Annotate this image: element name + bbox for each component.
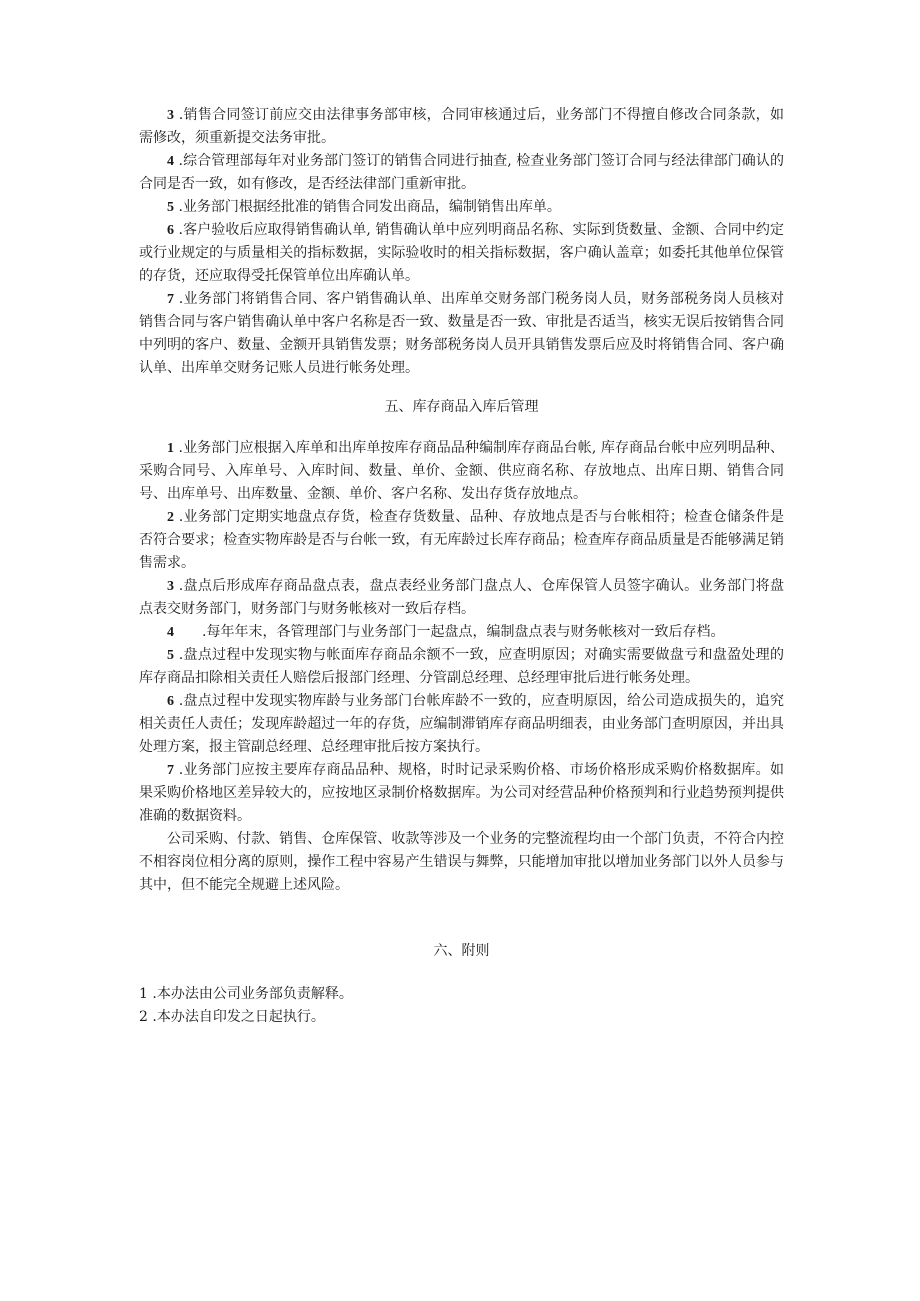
clause-number: 2 <box>167 510 174 525</box>
clause-5-6 <box>139 690 784 759</box>
clause-number: 2 <box>139 1009 148 1025</box>
clause-text: .销售合同签订前应交由法律事务部审核，合同审核通过后，业务部门不得擅自修改合同条款，如需修改，须重新提交法务审批。 <box>139 107 784 146</box>
clause-6-1 <box>139 983 784 1006</box>
clause-number: 6 <box>167 694 174 709</box>
clause-text: .业务部门应按主要库存商品品种、规格，时时记录采购价格、市场价格形成采购价格数据库。如果采购价格地区差异较大的，应按地区录制价格数据库。为公司对经营品种价格预判和行业趋势预判提供准确的数据资料。 <box>139 762 784 824</box>
clause-text: .综合管理部每年对业务部门签订的销售合同进行抽查, 检查业务部门签订合同与经法律部门确认的合同是否一致，如有修改，是否经法律部门重新审批。 <box>139 153 784 192</box>
clause-text: .业务部门将销售合同、客户销售确认单、出库单交财务部门税务岗人员，财务部税务岗人员核对销售合同与客户销售确认单中客户名称是否一致、数量是否一致、审批是否适当，核实无误后按销售合同中列明的客户、数量、金额开具销售发票；财务部税务岗人员开具销售发票后应及时将销售合同、客户确认单、出库单交财务记账人员进行帐务处理。 <box>139 291 784 376</box>
clause-4-3 <box>139 104 784 150</box>
clause-5-4 <box>139 621 784 644</box>
section-6-heading: 六、附则 <box>433 943 490 959</box>
clause-5-3 <box>139 575 784 621</box>
clause-text: .本办法由公司业务部负责解释。 <box>147 986 353 1002</box>
clause-number: 3 <box>167 108 174 123</box>
clause-text: .盘点过程中发现实物库龄与业务部门台帐库龄不一致的，应查明原因，给公司造成损失的，追究相关责任人责任；发现库龄超过一年的存货，应编制滞销库存商品明细表，由业务部门查明原因，并出具处理方案，报主管副总经理、总经理审批后按方案执行。 <box>139 693 784 755</box>
clause-text: .盘点过程中发现实物与帐面库存商品余额不一致，应查明原因；对确实需要做盘亏和盘盈处理的库存商品扣除相关责任人赔偿后报部门经理、分管副总经理、总经理审批后进行帐务处理。 <box>139 647 784 686</box>
clause-4-5 <box>139 196 784 219</box>
section-5-heading: 五、库存商品入库后管理 <box>384 399 539 415</box>
clause-number: 6 <box>167 223 174 238</box>
clause-text: .业务部门根据经批准的销售合同发出商品，编制销售出库单。 <box>174 199 561 215</box>
document-page <box>139 104 784 1029</box>
clause-5-2 <box>139 506 784 575</box>
clause-5-5 <box>139 644 784 690</box>
clause-5-1 <box>139 437 784 506</box>
clause-4-7 <box>139 288 784 380</box>
clause-number: 1 <box>139 986 148 1002</box>
clause-4-6 <box>139 219 784 288</box>
clause-text: .本办法自印发之日起执行。 <box>147 1009 325 1025</box>
clause-number: 3 <box>167 579 174 594</box>
clause-number: 4 <box>167 154 174 169</box>
clause-text: .盘点后形成库存商品盘点表，盘点表经业务部门盘点人、仓库保管人员签字确认。业务部门将盘点表交财务部门，财务部门与财务帐核对一致后存档。 <box>139 578 784 617</box>
section-5-closing-paragraph: 公司采购、付款、销售、仓库保管、收款等涉及一个业务的完整流程均由一个部门负责，不符合内控不相容岗位相分离的原则，操作工程中容易产生错误与舞弊，只能增加审批以增加业务部门以外人员参与其中，但不能完全规避上述风险。 <box>139 831 784 893</box>
clause-number: 5 <box>167 648 174 663</box>
clause-text: .客户验收后应取得销售确认单, 销售确认单中应列明商品名称、实际到货数量、金额、合同中约定或行业规定的与质量相关的指标数据，实际验收时的相关指标数据，客户确认盖章；如委托其他单位保管的存货，还应取得受托保管单位出库确认单。 <box>139 222 784 284</box>
clause-text: .业务部门定期实地盘点存货，检查存货数量、品种、存放地点是否与台帐相符；检查仓储条件是否符合要求；检查实物库龄是否与台帐一致，有无库龄过长库存商品；检查库存商品质量是否能够满足销售需求。 <box>139 509 784 571</box>
clause-5-7 <box>139 759 784 828</box>
clause-number: 1 <box>167 441 174 456</box>
clause-text: .业务部门应根据入库单和出库单按库存商品品种编制库存商品台帐, 库存商品台帐中应列明品种、采购合同号、入库单号、入库时间、数量、单价、金额、供应商名称、存放地点、出库日期、销售合同号、出库单号、出库数量、金额、单价、客户名称、发出存货存放地点。 <box>139 440 784 502</box>
clause-number: 7 <box>167 763 174 778</box>
clause-number: 7 <box>167 292 174 307</box>
clause-6-2 <box>139 1006 784 1029</box>
clause-text: .每年年末，各管理部门与业务部门一起盘点，编制盘点表与财务帐核对一致后存档。 <box>174 624 725 640</box>
clause-number: 4 <box>167 625 174 640</box>
clause-number: 5 <box>167 200 174 215</box>
clause-4-4 <box>139 150 784 196</box>
